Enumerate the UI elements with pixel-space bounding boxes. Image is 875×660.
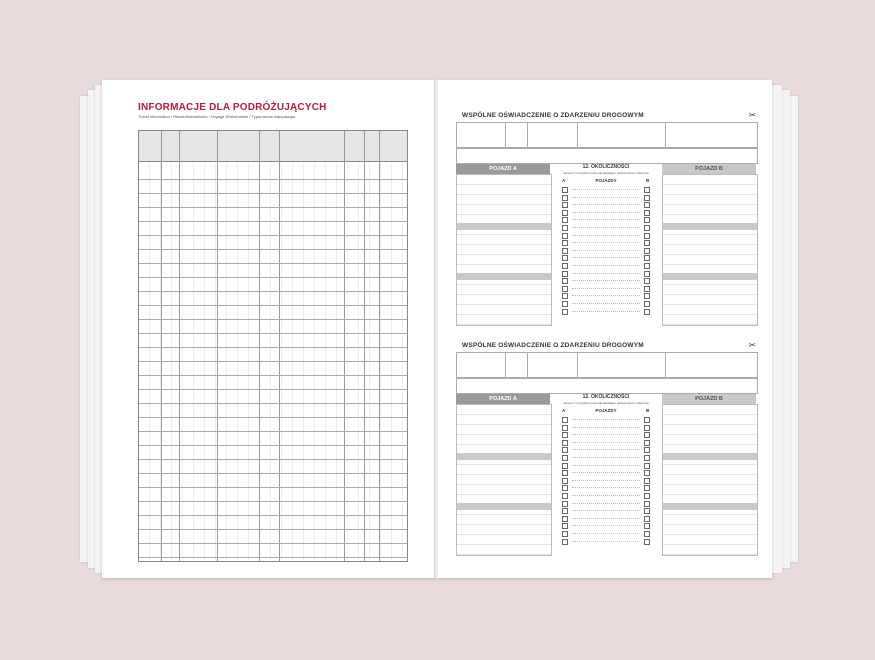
column-b-label: B bbox=[646, 408, 650, 413]
circumstance-text-line bbox=[572, 449, 640, 450]
checkbox-vehicle-a[interactable] bbox=[562, 493, 568, 499]
circumstance-row bbox=[560, 224, 652, 232]
vehicle-a-header: POJAZD A bbox=[456, 164, 550, 174]
table-row-divider bbox=[139, 263, 407, 264]
checkbox-vehicle-b[interactable] bbox=[644, 255, 650, 261]
table-column-divider bbox=[179, 131, 180, 561]
circumstance-text-line bbox=[572, 510, 640, 511]
circumstance-text-line bbox=[572, 242, 640, 243]
vehicle-b-fields bbox=[662, 404, 758, 556]
table-row-divider bbox=[139, 235, 407, 236]
circumstance-text-line bbox=[572, 311, 640, 312]
table-row-divider bbox=[139, 445, 407, 446]
table-column-divider bbox=[217, 131, 218, 561]
table-row-divider bbox=[139, 403, 407, 404]
table-row-divider bbox=[139, 459, 407, 460]
checkbox-vehicle-a[interactable] bbox=[562, 293, 568, 299]
circumstance-row bbox=[560, 277, 652, 285]
form-witness-boxes bbox=[456, 378, 758, 394]
checkbox-vehicle-a[interactable] bbox=[562, 501, 568, 507]
circumstance-text-line bbox=[572, 219, 640, 220]
checkbox-vehicle-b[interactable] bbox=[644, 278, 650, 284]
checkbox-vehicle-b[interactable] bbox=[644, 293, 650, 299]
checkbox-vehicle-b[interactable] bbox=[644, 516, 650, 522]
checkbox-vehicle-b[interactable] bbox=[644, 447, 650, 453]
checkbox-vehicle-a[interactable] bbox=[562, 485, 568, 491]
circumstance-row bbox=[560, 239, 652, 247]
table-column-divider bbox=[344, 131, 345, 561]
checkbox-vehicle-b[interactable] bbox=[644, 187, 650, 193]
circumstance-text-line bbox=[572, 303, 640, 304]
checkbox-vehicle-b[interactable] bbox=[644, 263, 650, 269]
circumstance-text-line bbox=[572, 495, 640, 496]
checkbox-vehicle-b[interactable] bbox=[644, 531, 650, 537]
checkbox-vehicle-b[interactable] bbox=[644, 478, 650, 484]
circumstance-text-line bbox=[572, 419, 640, 420]
circumstance-text-line bbox=[572, 273, 640, 274]
checkbox-vehicle-a[interactable] bbox=[562, 447, 568, 453]
checkbox-vehicle-a[interactable] bbox=[562, 539, 568, 545]
circumstance-row bbox=[560, 300, 652, 308]
circumstance-row bbox=[560, 186, 652, 194]
circumstance-row bbox=[560, 507, 652, 515]
checkbox-vehicle-b[interactable] bbox=[644, 202, 650, 208]
circumstance-row bbox=[560, 454, 652, 462]
table-row-divider bbox=[139, 417, 407, 418]
checkbox-vehicle-b[interactable] bbox=[644, 301, 650, 307]
table-row-divider bbox=[139, 501, 407, 502]
checkbox-vehicle-a[interactable] bbox=[562, 217, 568, 223]
circumstance-text-line bbox=[572, 442, 640, 443]
circumstance-row bbox=[560, 285, 652, 293]
accident-report-form-1 bbox=[456, 112, 756, 332]
table-row-divider bbox=[139, 361, 407, 362]
checkbox-vehicle-b[interactable] bbox=[644, 225, 650, 231]
circumstance-row bbox=[560, 431, 652, 439]
checkbox-vehicle-a[interactable] bbox=[562, 248, 568, 254]
circumstance-row bbox=[560, 515, 652, 523]
circumstance-text-line bbox=[572, 472, 640, 473]
table-column-divider bbox=[259, 131, 260, 561]
checkbox-vehicle-b[interactable] bbox=[644, 286, 650, 292]
checkbox-vehicle-b[interactable] bbox=[644, 248, 650, 254]
circumstance-text-line bbox=[572, 257, 640, 258]
table-row-divider bbox=[139, 319, 407, 320]
circumstance-row bbox=[560, 194, 652, 202]
circumstance-text-line bbox=[572, 480, 640, 481]
circumstance-text-line bbox=[572, 518, 640, 519]
checkbox-vehicle-a[interactable] bbox=[562, 187, 568, 193]
circumstance-text-line bbox=[572, 250, 640, 251]
table-row-divider bbox=[139, 347, 407, 348]
circumstance-row bbox=[560, 270, 652, 278]
checkbox-vehicle-b[interactable] bbox=[644, 493, 650, 499]
left-page-title: INFORMACJE DLA PODRÓŻUJĄCYCH bbox=[138, 102, 327, 113]
table-row-divider bbox=[139, 193, 407, 194]
circumstance-text-line bbox=[572, 541, 640, 542]
table-row-divider bbox=[139, 473, 407, 474]
checkbox-vehicle-a[interactable] bbox=[562, 463, 568, 469]
table-row-divider bbox=[139, 249, 407, 250]
circumstance-text-line bbox=[572, 189, 640, 190]
circumstance-row bbox=[560, 530, 652, 538]
circumstances-instruction: zaznacz z krzyżykiem pola odpowiadające okolicznościom zdarzenia bbox=[563, 401, 649, 405]
checkbox-vehicle-b[interactable] bbox=[644, 309, 650, 315]
checkbox-vehicle-b[interactable] bbox=[644, 455, 650, 461]
checkbox-vehicle-b[interactable] bbox=[644, 417, 650, 423]
checkbox-vehicle-b[interactable] bbox=[644, 195, 650, 201]
circumstance-row bbox=[560, 484, 652, 492]
table-row-divider bbox=[139, 305, 407, 306]
table-column-divider bbox=[379, 131, 380, 561]
checkbox-vehicle-b[interactable] bbox=[644, 240, 650, 246]
circumstance-text-line bbox=[572, 227, 640, 228]
form-title: WSPÓLNE OŚWIADCZENIE O ZDARZENIU DROGOWYM bbox=[462, 112, 644, 119]
circumstance-row bbox=[560, 201, 652, 209]
checkbox-vehicle-a[interactable] bbox=[562, 210, 568, 216]
circumstances-instruction: zaznacz z krzyżykiem pola odpowiadające okolicznościom zdarzenia bbox=[563, 171, 649, 175]
vehicles-label: POJAZDY bbox=[595, 408, 617, 413]
circumstance-row bbox=[560, 292, 652, 300]
table-row-divider bbox=[139, 333, 407, 334]
checkbox-vehicle-a[interactable] bbox=[562, 425, 568, 431]
checkbox-vehicle-b[interactable] bbox=[644, 508, 650, 514]
vehicle-a-fields bbox=[456, 404, 552, 556]
circumstance-text-line bbox=[572, 503, 640, 504]
checkbox-vehicle-a[interactable] bbox=[562, 240, 568, 246]
checkbox-vehicle-a[interactable] bbox=[562, 233, 568, 239]
circumstance-row bbox=[560, 469, 652, 477]
circumstance-row bbox=[560, 538, 652, 546]
checkbox-vehicle-a[interactable] bbox=[562, 531, 568, 537]
column-a-label: A bbox=[562, 408, 566, 413]
checkbox-vehicle-a[interactable] bbox=[562, 470, 568, 476]
checkbox-vehicle-a[interactable] bbox=[562, 286, 568, 292]
table-row-divider bbox=[139, 487, 407, 488]
right-page bbox=[438, 80, 772, 578]
circumstance-row bbox=[560, 209, 652, 217]
left-page-subtitle: Travel information / Reiseinformationen / Voyage d'information / Туристична інформація bbox=[138, 114, 296, 119]
checkbox-vehicle-b[interactable] bbox=[644, 233, 650, 239]
checkbox-vehicle-a[interactable] bbox=[562, 432, 568, 438]
circumstance-row bbox=[560, 462, 652, 470]
checkbox-vehicle-b[interactable] bbox=[644, 470, 650, 476]
checkbox-vehicle-a[interactable] bbox=[562, 202, 568, 208]
table-row-divider bbox=[139, 557, 407, 558]
circumstance-text-line bbox=[572, 212, 640, 213]
circumstance-row bbox=[560, 439, 652, 447]
circumstance-text-line bbox=[572, 525, 640, 526]
column-b-label: B bbox=[646, 178, 650, 183]
checkbox-vehicle-a[interactable] bbox=[562, 263, 568, 269]
circumstance-row bbox=[560, 500, 652, 508]
circumstance-text-line bbox=[572, 533, 640, 534]
table-row-divider bbox=[139, 529, 407, 530]
table-row-divider bbox=[139, 389, 407, 390]
vehicle-a-fields bbox=[456, 174, 552, 326]
form-header-boxes bbox=[456, 122, 758, 148]
circumstance-row bbox=[560, 492, 652, 500]
accident-report-form-2 bbox=[456, 342, 756, 562]
checkbox-vehicle-b[interactable] bbox=[644, 440, 650, 446]
vehicle-b-header: POJAZD B bbox=[662, 394, 756, 404]
circumstance-row bbox=[560, 262, 652, 270]
scissors-icon: ✂ bbox=[748, 110, 756, 120]
checkbox-vehicle-b[interactable] bbox=[644, 501, 650, 507]
table-column-divider bbox=[279, 131, 280, 561]
form-witness-boxes bbox=[456, 148, 758, 164]
checkbox-vehicle-a[interactable] bbox=[562, 309, 568, 315]
checkbox-vehicle-a[interactable] bbox=[562, 417, 568, 423]
checkbox-vehicle-b[interactable] bbox=[644, 425, 650, 431]
circumstance-row bbox=[560, 446, 652, 454]
circumstance-row bbox=[560, 424, 652, 432]
circumstance-text-line bbox=[572, 204, 640, 205]
checkbox-vehicle-a[interactable] bbox=[562, 278, 568, 284]
circumstance-row bbox=[560, 308, 652, 316]
checkbox-vehicle-a[interactable] bbox=[562, 271, 568, 277]
checkbox-vehicle-b[interactable] bbox=[644, 539, 650, 545]
circumstance-row bbox=[560, 416, 652, 424]
circumstance-row bbox=[560, 477, 652, 485]
circumstance-text-line bbox=[572, 457, 640, 458]
checkbox-vehicle-b[interactable] bbox=[644, 210, 650, 216]
circumstance-row bbox=[560, 216, 652, 224]
circumstance-row bbox=[560, 247, 652, 255]
checkbox-vehicle-a[interactable] bbox=[562, 225, 568, 231]
circumstance-text-line bbox=[572, 197, 640, 198]
circumstance-row bbox=[560, 254, 652, 262]
checkbox-vehicle-b[interactable] bbox=[644, 485, 650, 491]
checkbox-vehicle-a[interactable] bbox=[562, 523, 568, 529]
table-row-divider bbox=[139, 431, 407, 432]
column-a-label: A bbox=[562, 178, 566, 183]
table-row-divider bbox=[139, 515, 407, 516]
table-row-divider bbox=[139, 543, 407, 544]
circumstance-row bbox=[560, 522, 652, 530]
table-row-divider bbox=[139, 375, 407, 376]
circumstances-title: 12. OKOLICZNOŚCI bbox=[582, 164, 630, 170]
left-page bbox=[102, 80, 436, 578]
checkbox-vehicle-b[interactable] bbox=[644, 463, 650, 469]
circumstance-text-line bbox=[572, 465, 640, 466]
vehicles-label: POJAZDY bbox=[595, 178, 617, 183]
circumstance-text-line bbox=[572, 434, 640, 435]
scissors-icon: ✂ bbox=[748, 340, 756, 350]
circumstance-text-line bbox=[572, 427, 640, 428]
table-row-divider bbox=[139, 291, 407, 292]
circumstance-text-line bbox=[572, 487, 640, 488]
checkbox-vehicle-a[interactable] bbox=[562, 478, 568, 484]
checkbox-vehicle-b[interactable] bbox=[644, 432, 650, 438]
checkbox-vehicle-a[interactable] bbox=[562, 440, 568, 446]
circumstances-title: 12. OKOLICZNOŚCI bbox=[582, 394, 630, 400]
table-row-divider bbox=[139, 179, 407, 180]
form-header-boxes bbox=[456, 352, 758, 378]
form-title: WSPÓLNE OŚWIADCZENIE O ZDARZENIU DROGOWYM bbox=[462, 342, 644, 349]
circumstance-text-line bbox=[572, 265, 640, 266]
checkbox-vehicle-b[interactable] bbox=[644, 271, 650, 277]
travel-info-table bbox=[138, 130, 408, 562]
checkbox-vehicle-b[interactable] bbox=[644, 523, 650, 529]
checkbox-vehicle-a[interactable] bbox=[562, 255, 568, 261]
circumstance-text-line bbox=[572, 295, 640, 296]
checkbox-vehicle-a[interactable] bbox=[562, 301, 568, 307]
vehicle-a-header: POJAZD A bbox=[456, 394, 550, 404]
table-column-divider bbox=[364, 131, 365, 561]
circumstance-text-line bbox=[572, 288, 640, 289]
checkbox-vehicle-a[interactable] bbox=[562, 516, 568, 522]
table-row-divider bbox=[139, 277, 407, 278]
checkbox-vehicle-a[interactable] bbox=[562, 508, 568, 514]
circumstance-text-line bbox=[572, 235, 640, 236]
table-column-divider bbox=[161, 131, 162, 561]
table-row-divider bbox=[139, 207, 407, 208]
vehicle-b-header: POJAZD B bbox=[662, 164, 756, 174]
circumstance-text-line bbox=[572, 280, 640, 281]
circumstances-checklist bbox=[560, 186, 652, 322]
circumstance-row bbox=[560, 232, 652, 240]
checkbox-vehicle-a[interactable] bbox=[562, 455, 568, 461]
checkbox-vehicle-a[interactable] bbox=[562, 195, 568, 201]
checkbox-vehicle-b[interactable] bbox=[644, 217, 650, 223]
table-row-divider bbox=[139, 221, 407, 222]
vehicle-b-fields bbox=[662, 174, 758, 326]
circumstances-checklist bbox=[560, 416, 652, 552]
